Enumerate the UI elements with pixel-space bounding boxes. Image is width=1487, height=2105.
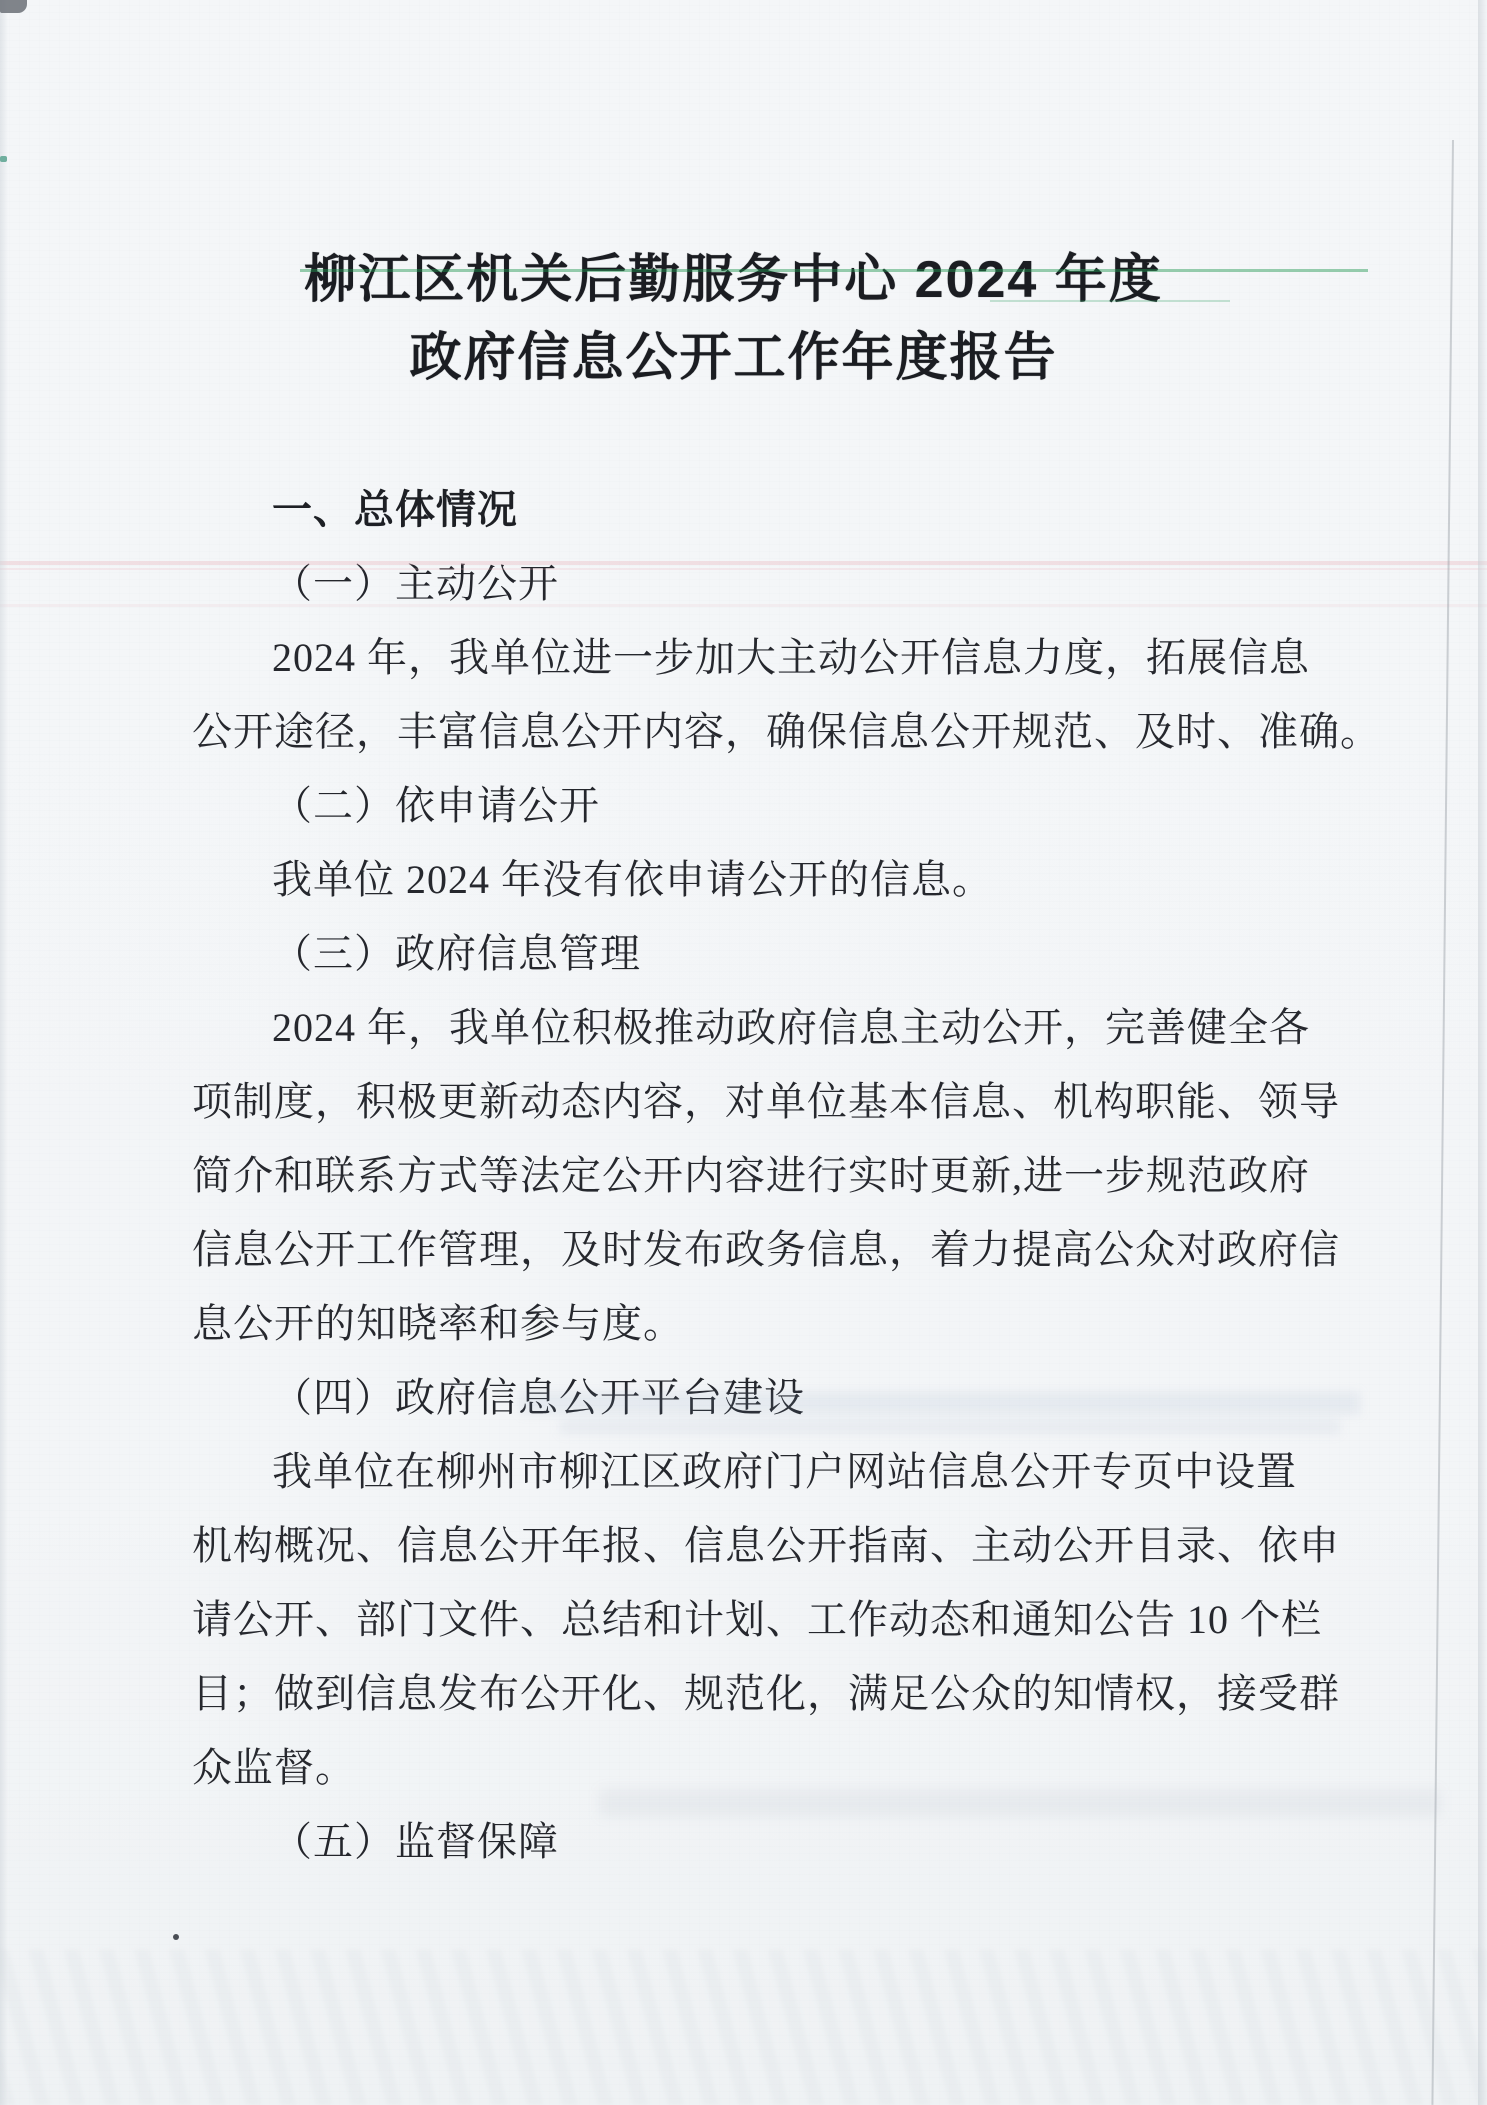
document-title-line-1: 柳江区机关后勤服务中心 2024 年度: [304, 251, 1163, 309]
page-right-edge-shadow: [1478, 0, 1487, 2105]
text-line: 2024 年，我单位进一步加大主动公开信息力度，拓展信息: [272, 635, 1310, 680]
text-line: 2024 年，我单位积极推动政府信息主动公开，完善健全各: [272, 1005, 1310, 1050]
text-line: 公开途径，丰富信息公开内容，确保信息公开规范、及时、准确。: [192, 709, 1381, 754]
scan-artifact-teal-dash: [0, 156, 7, 162]
text-line: 请公开、部门文件、总结和计划、工作动态和通知公告 10 个栏: [192, 1597, 1322, 1642]
text-line: （一）主动公开: [272, 561, 559, 606]
text-line: 一、总体情况: [272, 488, 518, 532]
text-line: 简介和联系方式等法定公开内容进行实时更新,进一步规范政府: [192, 1153, 1310, 1198]
text-line: 机构概况、信息公开年报、信息公开指南、主动公开目录、依申: [192, 1523, 1340, 1568]
text-line: 项制度，积极更新动态内容，对单位基本信息、机构职能、领导: [192, 1079, 1340, 1124]
text-line: （四）政府信息公开平台建设: [272, 1375, 805, 1420]
scan-artifact-bottom-texture: [0, 1950, 1487, 2105]
text-line: 众监督。: [192, 1745, 356, 1790]
document-title-line-2: 政府信息公开工作年度报告: [409, 329, 1058, 387]
text-line: 我单位在柳州市柳江区政府门户网站信息公开专页中设置: [272, 1449, 1297, 1494]
text-line: 目；做到信息发布公开化、规范化，满足公众的知情权，接受群: [192, 1671, 1340, 1716]
scan-artifact-right-line: [1431, 140, 1454, 2105]
document-title: [0, 241, 1467, 397]
document-body: [192, 473, 1381, 1879]
text-line: （三）政府信息管理: [272, 931, 641, 976]
scan-artifact-stray-dot: [173, 1934, 179, 1940]
text-line: 信息公开工作管理，及时发布政务信息，着力提高公众对政府信: [192, 1227, 1340, 1272]
text-line: （二）依申请公开: [272, 783, 600, 828]
scan-artifact-corner-mark: [0, 0, 27, 13]
text-line: 我单位 2024 年没有依申请公开的信息。: [272, 857, 993, 902]
text-line: （五）监督保障: [272, 1819, 559, 1864]
text-line: 息公开的知晓率和参与度。: [192, 1301, 684, 1346]
